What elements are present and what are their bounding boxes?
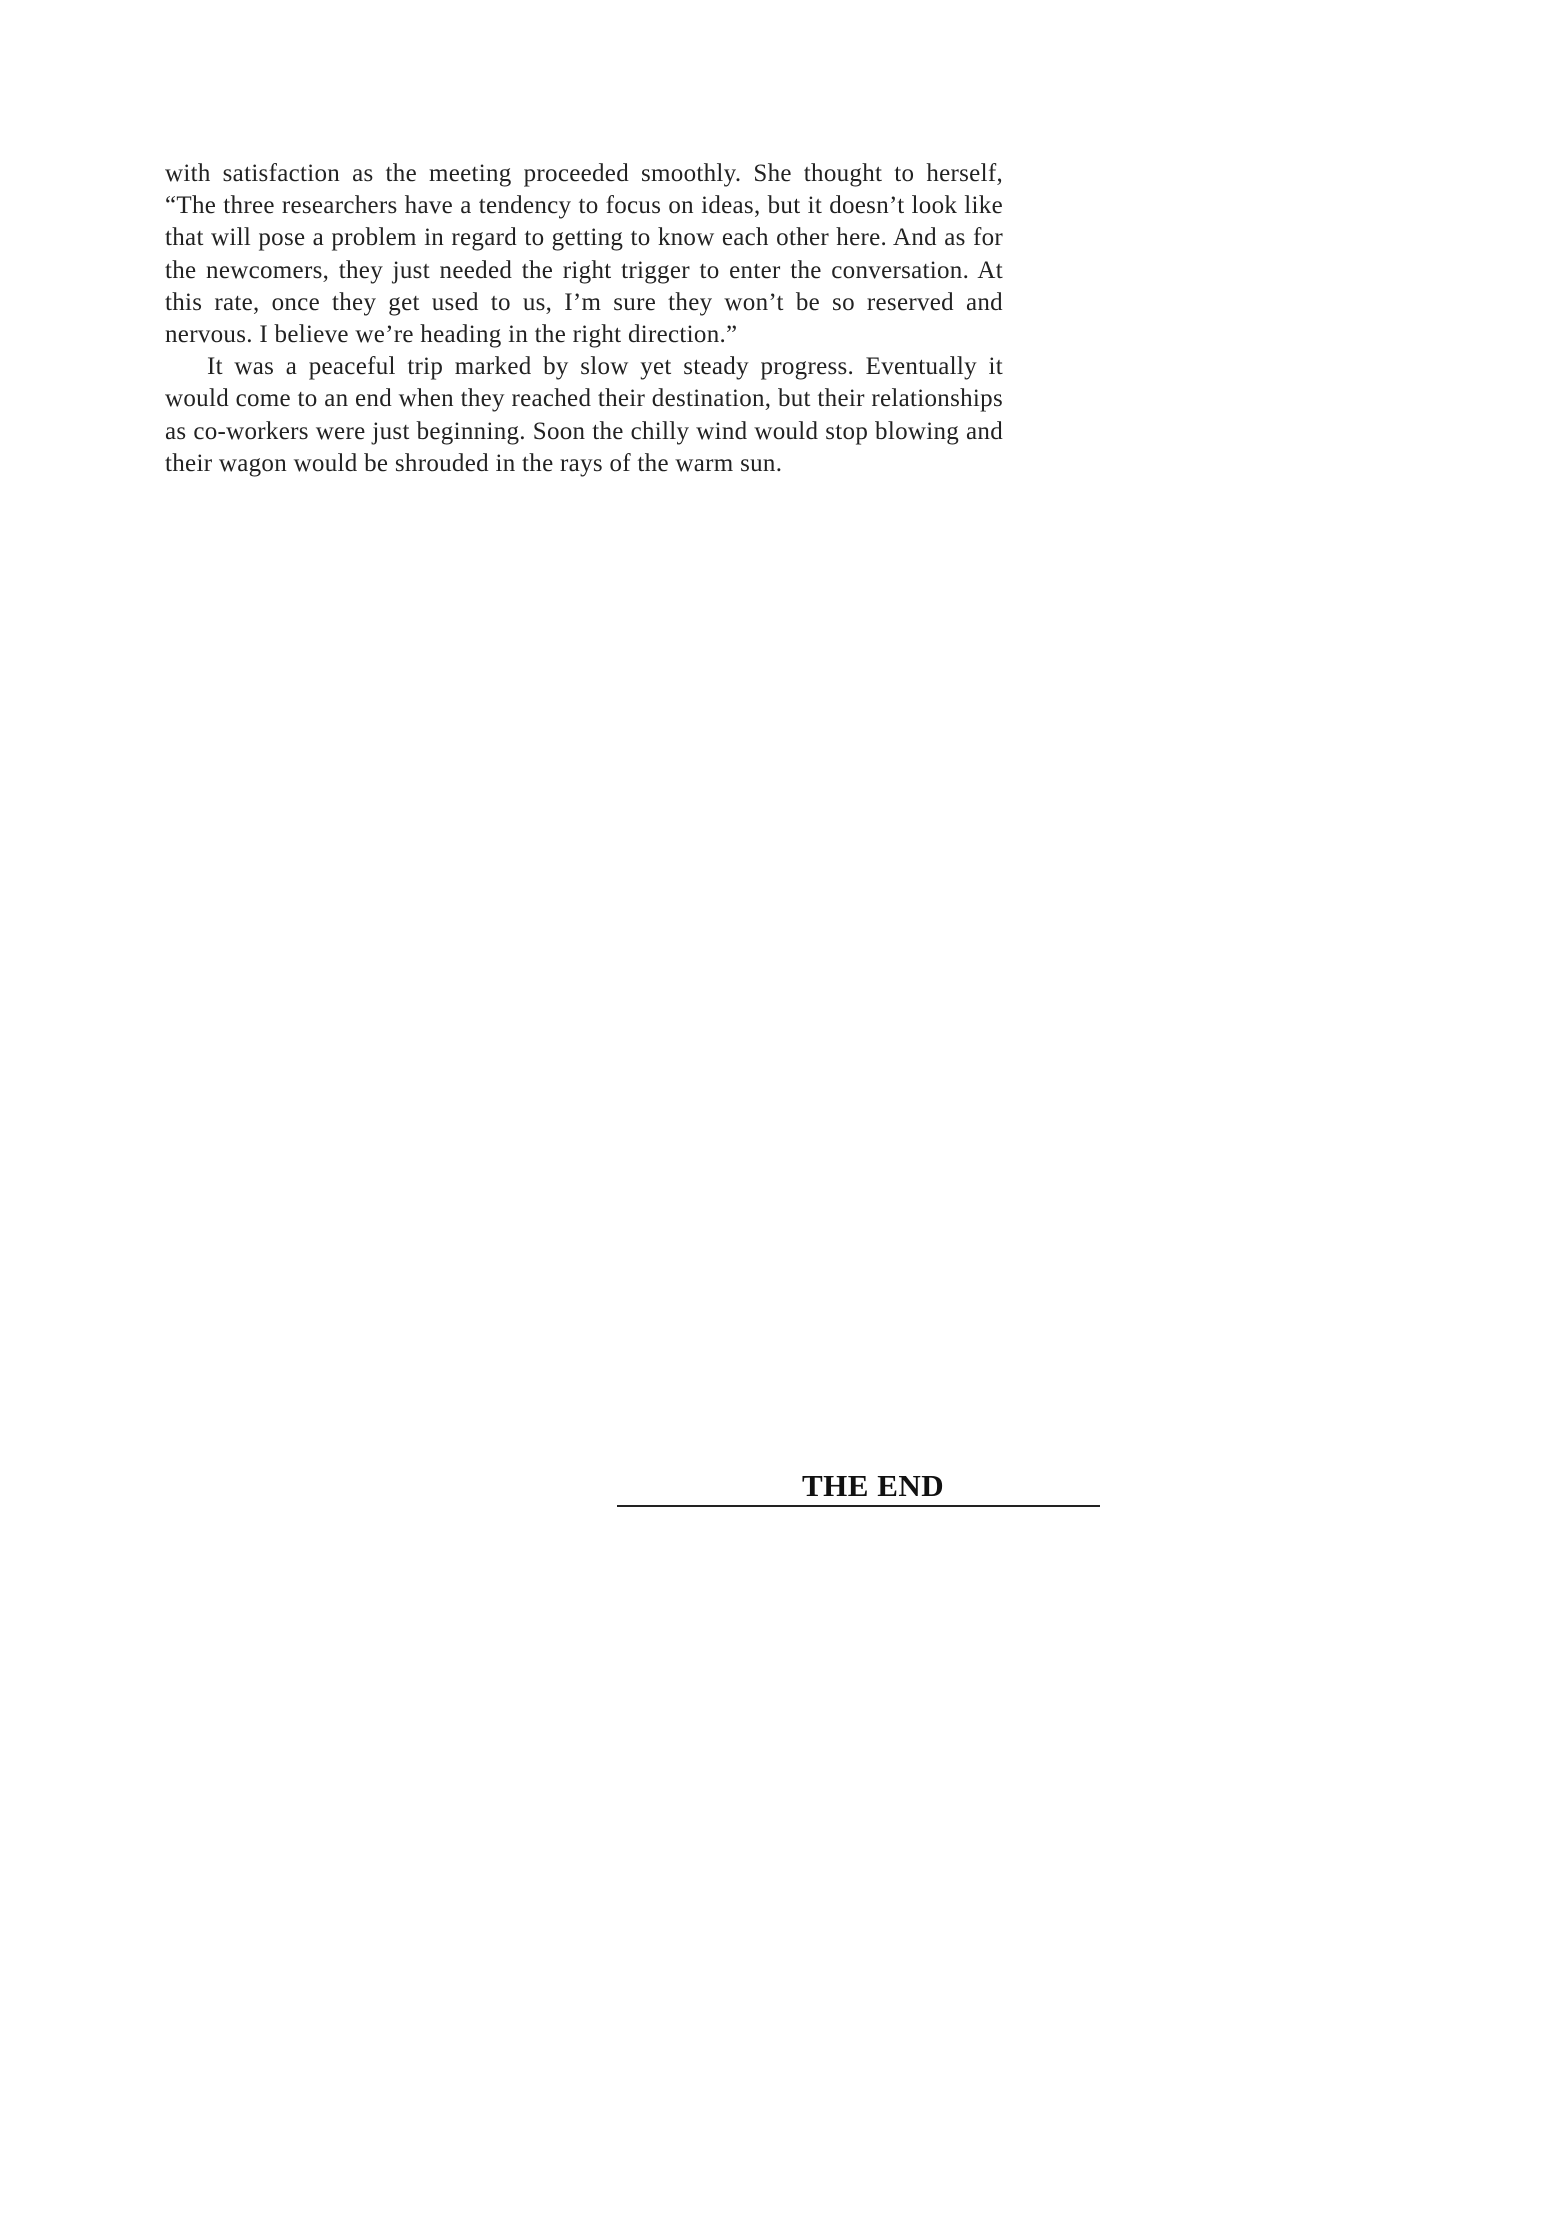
end-title: THE END: [802, 1468, 945, 1503]
end-marker: [617, 1468, 1100, 1508]
paragraph-continuation: with satisfaction as the meeting proceeded smoothly. She thought to herself, “The three researchers have a tendency to focus on ideas, but it doesn’t look like that will pose a problem in regard to getting to know each other here. And as for the newcomers, they just needed the right trigger to enter the conversation. At this rate, once they get used to us, I’m sure they won’t be so reserved and nervous. I believe we’re heading in the right direction.”: [165, 160, 1003, 349]
end-divider: [617, 1505, 1100, 1507]
body-text: [165, 158, 1003, 480]
paragraph-final: It was a peaceful trip marked by slow yet steady progress. Eventually it would come to an end when they reached their destination, but their relationships as co-workers were just beginning. Soon the chilly wind would stop blowing and their wagon would be shrouded in the rays of the warm sun.: [165, 353, 1003, 477]
book-page: [0, 0, 1100, 1567]
